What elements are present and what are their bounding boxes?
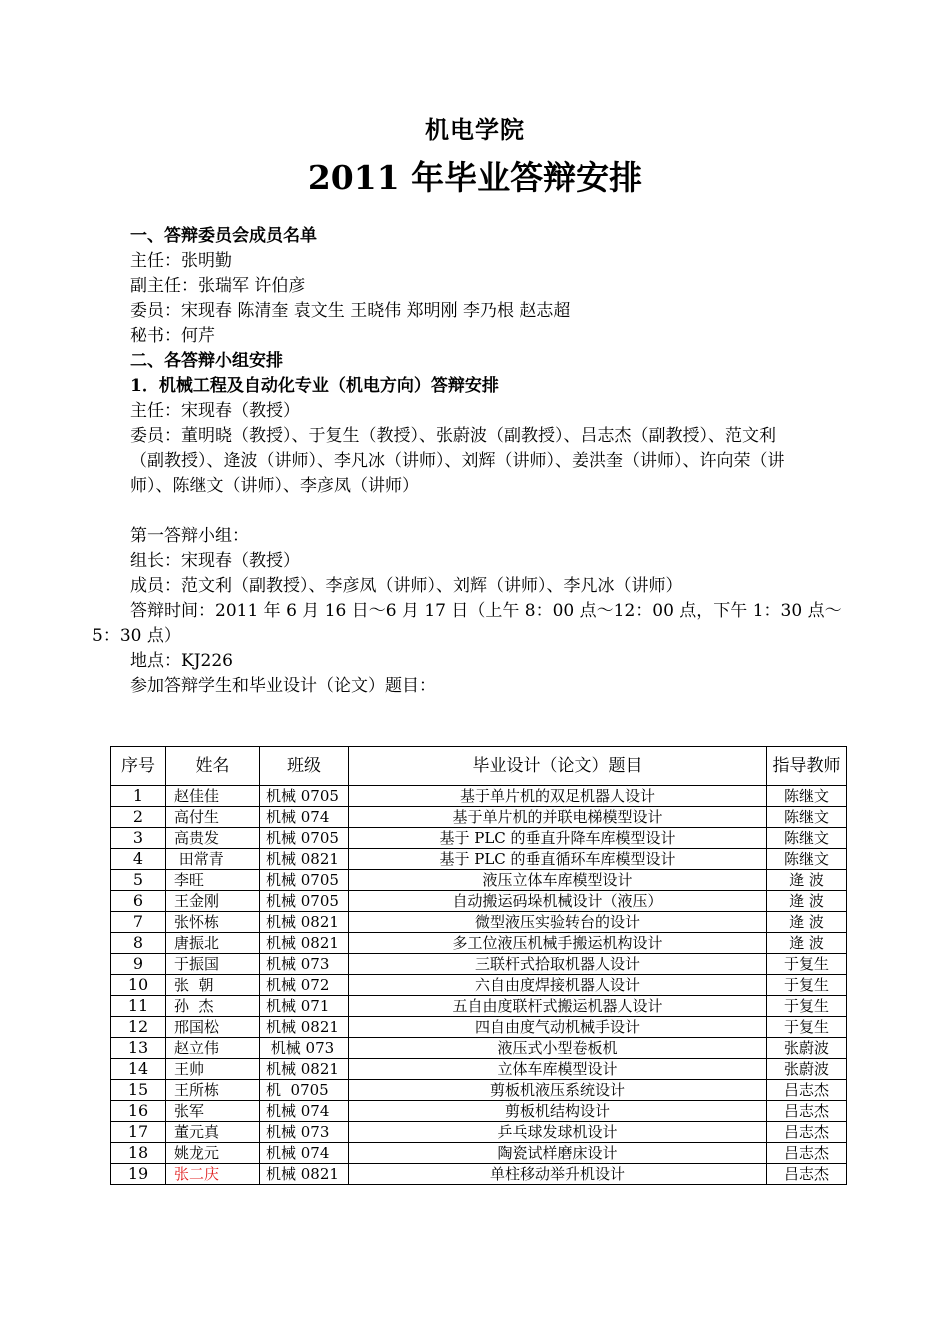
- row-class: 机械 0821: [260, 849, 349, 870]
- row-topic: 乒乓球发球机设计: [349, 1122, 767, 1143]
- row-no: 9: [111, 954, 166, 975]
- row-advisor: 吕志杰: [767, 1122, 847, 1143]
- row-advisor: 逄 波: [767, 870, 847, 891]
- table-row: [111, 975, 847, 996]
- row-topic: 基于单片机的并联电梯模型设计: [349, 807, 767, 828]
- row-no: 2: [111, 807, 166, 828]
- row-name: 高付生: [166, 807, 260, 828]
- row-topic: 多工位液压机械手搬运机构设计: [349, 933, 767, 954]
- row-name: 李旺: [166, 870, 260, 891]
- row-class: 机械 0821: [260, 1059, 349, 1080]
- row-no: 17: [111, 1122, 166, 1143]
- table-row: [111, 1101, 847, 1122]
- row-no: 10: [111, 975, 166, 996]
- row-class: 机械 072: [260, 975, 349, 996]
- table-row: [111, 786, 847, 807]
- row-advisor: 于复生: [767, 996, 847, 1017]
- row-class: 机械 074: [260, 1143, 349, 1164]
- row-topic: 四自由度气动机械手设计: [349, 1017, 767, 1038]
- table-row: [111, 1164, 847, 1185]
- row-name: 唐振北: [166, 933, 260, 954]
- row-topic: 基于 PLC 的垂直升降车库模型设计: [349, 828, 767, 849]
- row-class: 机 0705: [260, 1080, 349, 1101]
- row-name: 王帅: [166, 1059, 260, 1080]
- row-topic: 三联杆式拾取机器人设计: [349, 954, 767, 975]
- row-no: 6: [111, 891, 166, 912]
- row-class: 机械 0705: [260, 786, 349, 807]
- row-advisor: 吕志杰: [767, 1101, 847, 1122]
- row-no: 14: [111, 1059, 166, 1080]
- table-row: [111, 828, 847, 849]
- row-no: 1: [111, 786, 166, 807]
- page-title: 2011 年毕业答辩安排: [307, 158, 643, 197]
- table-row: [111, 1017, 847, 1038]
- table-row: [111, 954, 847, 975]
- group1-members: 成员：范文利（副教授）、李彦凤（讲师）、刘辉（讲师）、李凡冰（讲师）: [130, 576, 683, 596]
- group-members-line3: 师）、陈继文（讲师）、李彦凤（讲师）: [130, 476, 419, 496]
- row-topic: 基于单片机的双足机器人设计: [349, 786, 767, 807]
- row-advisor: 陈继文: [767, 828, 847, 849]
- table-row: [111, 870, 847, 891]
- school-name: 机电学院: [425, 116, 525, 144]
- row-class: 机械 0705: [260, 870, 349, 891]
- row-advisor: 于复生: [767, 975, 847, 996]
- table-row: [111, 996, 847, 1017]
- row-name: 董元真: [166, 1122, 260, 1143]
- row-advisor: 张蔚波: [767, 1059, 847, 1080]
- section2-heading: 二、各答辩小组安排: [130, 351, 283, 371]
- row-name: 高贵发: [166, 828, 260, 849]
- committee-secretary: 秘书：何芹: [130, 326, 215, 346]
- row-name: 张 朝: [166, 975, 260, 996]
- row-advisor: 逄 波: [767, 933, 847, 954]
- schedule-table: [110, 746, 847, 1185]
- row-name: 姚龙元: [166, 1143, 260, 1164]
- row-topic: 陶瓷试样磨床设计: [349, 1143, 767, 1164]
- row-no: 7: [111, 912, 166, 933]
- table-row: [111, 1122, 847, 1143]
- row-name: 王所栋: [166, 1080, 260, 1101]
- row-advisor: 吕志杰: [767, 1164, 847, 1185]
- group-members-line2: （副教授）、逄波（讲师）、李凡冰（讲师）、刘辉（讲师）、姜洪奎（讲师）、许向荣（讲: [130, 451, 785, 471]
- table-row: [111, 912, 847, 933]
- row-name: 张二庆: [166, 1164, 260, 1185]
- table-row: [111, 1080, 847, 1101]
- group1-time: 答辩时间：2011 年 6 月 16 日～6 月 17 日（上午 8：00 点～12：00 点，下午 1：30 点～5：30 点）: [92, 601, 842, 646]
- row-advisor: 陈继文: [767, 807, 847, 828]
- header-no: 序号: [111, 747, 166, 786]
- row-class: 机械 0821: [260, 933, 349, 954]
- header-class: 班级: [260, 747, 349, 786]
- row-topic: 剪板机液压系统设计: [349, 1080, 767, 1101]
- table-row: [111, 933, 847, 954]
- row-topic: 基于 PLC 的垂直循环车库模型设计: [349, 849, 767, 870]
- section2-subheading: 1．机械工程及自动化专业（机电方向）答辩安排: [130, 376, 499, 396]
- table-row: [111, 1059, 847, 1080]
- row-class: 机械 071: [260, 996, 349, 1017]
- row-class: 机械 073: [260, 954, 349, 975]
- row-name: 王金刚: [166, 891, 260, 912]
- row-advisor: 逄 波: [767, 912, 847, 933]
- row-advisor: 张蔚波: [767, 1038, 847, 1059]
- row-advisor: 于复生: [767, 1017, 847, 1038]
- header-topic: 毕业设计（论文）题目: [349, 747, 767, 786]
- row-no: 19: [111, 1164, 166, 1185]
- row-no: 8: [111, 933, 166, 954]
- row-name: 赵佳佳: [166, 786, 260, 807]
- group-members-line1: 委员：董明晓（教授）、于复生（教授）、张蔚波（副教授）、吕志杰（副教授）、范文利: [130, 426, 776, 446]
- row-class: 机械 073: [260, 1038, 349, 1059]
- committee-chair: 主任：张明勤: [130, 251, 232, 271]
- row-name: 孙 杰: [166, 996, 260, 1017]
- row-topic: 微型液压实验转台的设计: [349, 912, 767, 933]
- row-no: 3: [111, 828, 166, 849]
- row-class: 机械 074: [260, 807, 349, 828]
- row-name: 赵立伟: [166, 1038, 260, 1059]
- section1-heading: 一、答辩委员会成员名单: [130, 226, 317, 246]
- committee-members: 委员：宋现春 陈清奎 袁文生 王晓伟 郑明刚 李乃根 赵志超: [130, 301, 571, 321]
- group1-name: 第一答辩小组：: [130, 526, 249, 546]
- row-topic: 六自由度焊接机器人设计: [349, 975, 767, 996]
- row-no: 11: [111, 996, 166, 1017]
- group1-leader: 组长：宋现春（教授）: [130, 551, 300, 571]
- group-chair: 主任：宋现春（教授）: [130, 401, 300, 421]
- row-class: 机械 0821: [260, 1017, 349, 1038]
- row-no: 5: [111, 870, 166, 891]
- row-topic: 液压式小型卷板机: [349, 1038, 767, 1059]
- group1-location: 地点：KJ226: [130, 651, 233, 671]
- table-header-row: [111, 747, 847, 786]
- document-body: [92, 224, 860, 699]
- table-row: [111, 891, 847, 912]
- row-class: 机械 0705: [260, 828, 349, 849]
- row-no: 4: [111, 849, 166, 870]
- row-no: 15: [111, 1080, 166, 1101]
- row-name: 张军: [166, 1101, 260, 1122]
- spacer: [92, 499, 860, 524]
- row-topic: 五自由度联杆式搬运机器人设计: [349, 996, 767, 1017]
- row-class: 机械 0821: [260, 1164, 349, 1185]
- row-topic: 立体车库模型设计: [349, 1059, 767, 1080]
- table-row: [111, 807, 847, 828]
- row-topic: 剪板机结构设计: [349, 1101, 767, 1122]
- row-advisor: 陈继文: [767, 849, 847, 870]
- row-name: 邢国松: [166, 1017, 260, 1038]
- row-advisor: 陈继文: [767, 786, 847, 807]
- table-row: [111, 1038, 847, 1059]
- row-topic: 单柱移动举升机设计: [349, 1164, 767, 1185]
- row-no: 16: [111, 1101, 166, 1122]
- row-no: 13: [111, 1038, 166, 1059]
- row-advisor: 吕志杰: [767, 1143, 847, 1164]
- row-topic: 自动搬运码垛机械设计（液压）: [349, 891, 767, 912]
- table-caption: 参加答辩学生和毕业设计（论文）题目：: [130, 676, 436, 696]
- table-row: [111, 849, 847, 870]
- row-advisor: 吕志杰: [767, 1080, 847, 1101]
- row-class: 机械 0705: [260, 891, 349, 912]
- table-row: [111, 1143, 847, 1164]
- committee-vice-chair: 副主任：张瑞军 许伯彦: [130, 276, 306, 296]
- row-class: 机械 074: [260, 1101, 349, 1122]
- row-class: 机械 0821: [260, 912, 349, 933]
- row-name: 张怀栋: [166, 912, 260, 933]
- row-name: 田常青: [166, 849, 260, 870]
- row-no: 12: [111, 1017, 166, 1038]
- row-topic: 液压立体车库模型设计: [349, 870, 767, 891]
- row-no: 18: [111, 1143, 166, 1164]
- row-name: 于振国: [166, 954, 260, 975]
- header-advisor: 指导教师: [767, 747, 847, 786]
- row-advisor: 于复生: [767, 954, 847, 975]
- header-name: 姓名: [166, 747, 260, 786]
- row-advisor: 逄 波: [767, 891, 847, 912]
- row-class: 机械 073: [260, 1122, 349, 1143]
